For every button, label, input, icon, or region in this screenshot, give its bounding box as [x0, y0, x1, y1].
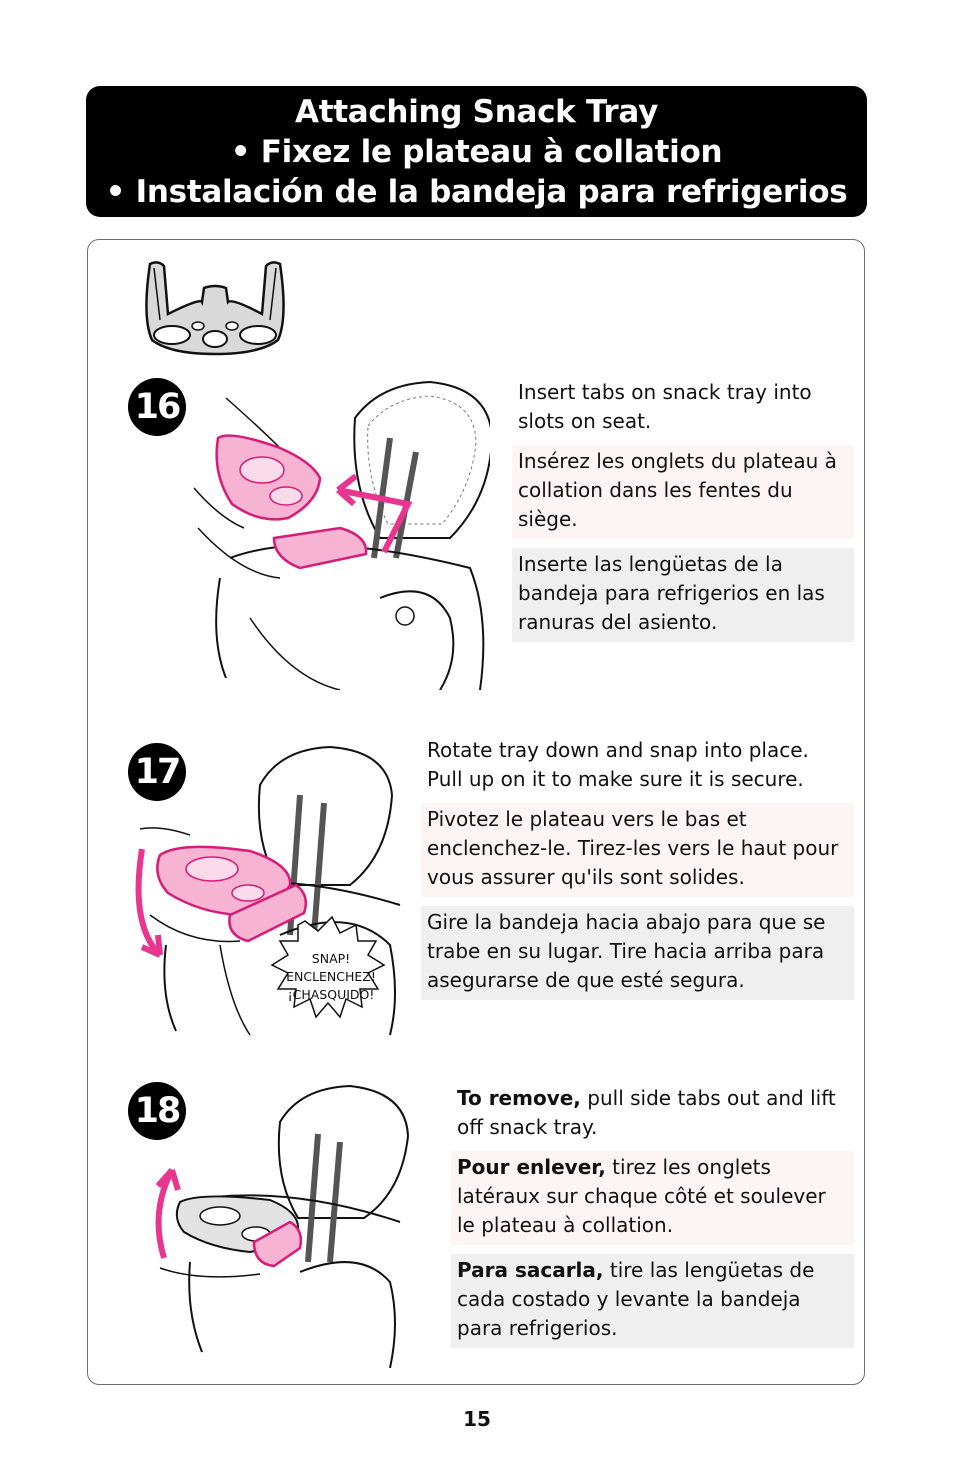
step-17-badge: 17 — [128, 743, 186, 801]
step-18-english — [451, 1084, 854, 1142]
step-17-text — [421, 736, 854, 1000]
snack-tray-illustration — [140, 258, 290, 358]
step-16-english: Insert tabs on snack tray into slots on seat. — [518, 380, 812, 433]
step-18-text — [451, 1084, 854, 1348]
step-16-french: Insérez les onglets du plateau à collation dans les fentes du siège. — [512, 445, 854, 539]
step-17-illustration — [130, 745, 420, 1055]
step-17-spanish: Gire la bandeja hacia abajo para que se trabe en su lugar. Tire hacia arriba para asegurarse de que esté segura. — [421, 906, 854, 1000]
step-18-english-lead: To remove, — [457, 1086, 581, 1110]
step-18-spanish-body: tire las lengüetas de cada costado y levante la bandeja para refrigerios. — [457, 1258, 815, 1340]
step-18-badge: 18 — [128, 1082, 186, 1140]
snap-callout — [268, 950, 394, 1004]
title-french: • Fixez le plateau à collation — [230, 133, 723, 170]
step-18-english-body: pull side tabs out and lift off snack tray. — [457, 1086, 836, 1139]
title-spanish: • Instalación de la bandeja para refrigerios — [105, 173, 848, 210]
snap-english: SNAP! — [311, 951, 351, 966]
step-18-illustration — [150, 1082, 410, 1368]
step-16-badge: 16 — [128, 378, 186, 436]
step-18-spanish — [451, 1254, 854, 1348]
step-17-french: Pivotez le plateau vers le bas et enclenchez-le. Tirez-les vers le haut pour vous assurer qu'ils sont solides. — [421, 803, 854, 897]
step-16-text — [512, 378, 854, 642]
step-18-french-body: tirez les onglets latéraux sur chaque côté et soulever le plateau à collation. — [457, 1155, 826, 1237]
snap-french: ENCLENCHEZ! — [286, 969, 376, 984]
page-number: 15 — [463, 1407, 491, 1431]
step-18-french — [451, 1151, 854, 1245]
step-17-english: Rotate tray down and snap into place. Pull up on it to make sure it is secure. — [427, 738, 809, 791]
title-banner — [86, 86, 867, 217]
snap-spanish: ¡CHASQUIDO! — [287, 987, 375, 1002]
step-18-french-lead: Pour enlever, — [457, 1155, 606, 1179]
step-18-spanish-lead: Para sacarla, — [457, 1258, 604, 1282]
step-16-spanish: Inserte las lengüetas de la bandeja para refrigerios en las ranuras del asiento. — [512, 548, 854, 642]
title-english: Attaching Snack Tray — [295, 93, 658, 130]
step-16-illustration — [190, 378, 490, 690]
